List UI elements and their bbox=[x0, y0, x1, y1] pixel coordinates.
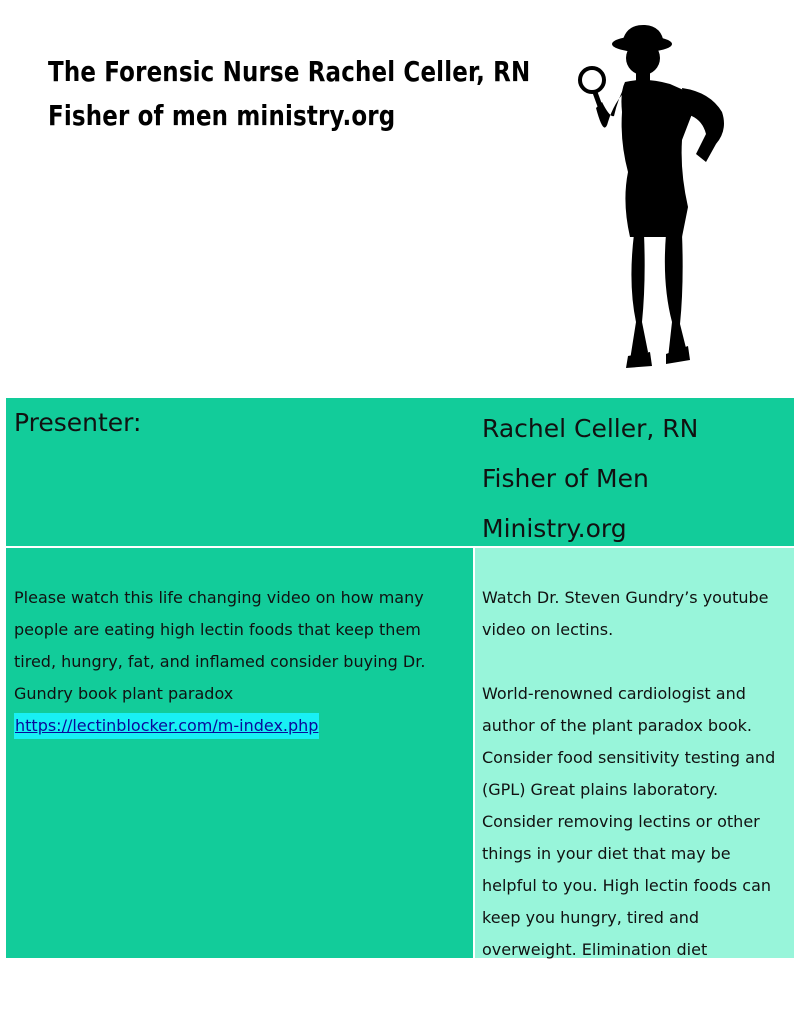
presenter-name-line-3: Ministry.org bbox=[482, 514, 627, 543]
left-content-cell bbox=[6, 548, 473, 958]
left-text-block bbox=[14, 582, 464, 742]
presenter-name-line-2: Fisher of Men bbox=[482, 464, 649, 493]
paragraph-gap bbox=[482, 646, 790, 678]
presenter-label: Presenter: bbox=[14, 408, 142, 437]
left-paragraph: Please watch this life changing video on how many people are eating high lectin foods that keep them tired, hungry, fat, and inflamed consider buying Dr. Gundry book plant paradox bbox=[14, 588, 426, 703]
presenter-row bbox=[6, 398, 794, 546]
presenter-table bbox=[6, 398, 794, 958]
right-paragraph-1: Watch Dr. Steven Gundry’s youtube video on lectins. bbox=[482, 588, 769, 639]
title-line-2: Fisher of men ministry.org bbox=[48, 99, 396, 132]
detective-silhouette-icon bbox=[570, 22, 745, 372]
presenter-name-line-1: Rachel Celler, RN bbox=[482, 414, 699, 443]
title-line-1: The Forensic Nurse Rachel Celler, RN bbox=[48, 55, 531, 88]
presenter-name bbox=[482, 404, 698, 554]
page-title bbox=[48, 50, 530, 138]
right-text-block bbox=[482, 582, 790, 966]
right-content-cell bbox=[475, 548, 794, 958]
lectinblocker-link[interactable]: https://lectinblocker.com/m-index.php bbox=[14, 713, 319, 739]
right-paragraph-2: World-renowned cardiologist and author of the plant paradox book. Consider food sensitivity testing and (GPL) Great plains laboratory. Consider removing lectins or other things in your diet that may be helpful to you. High lectin foods can keep you hungry, tired and overweight. Elimination diet bbox=[482, 684, 776, 959]
